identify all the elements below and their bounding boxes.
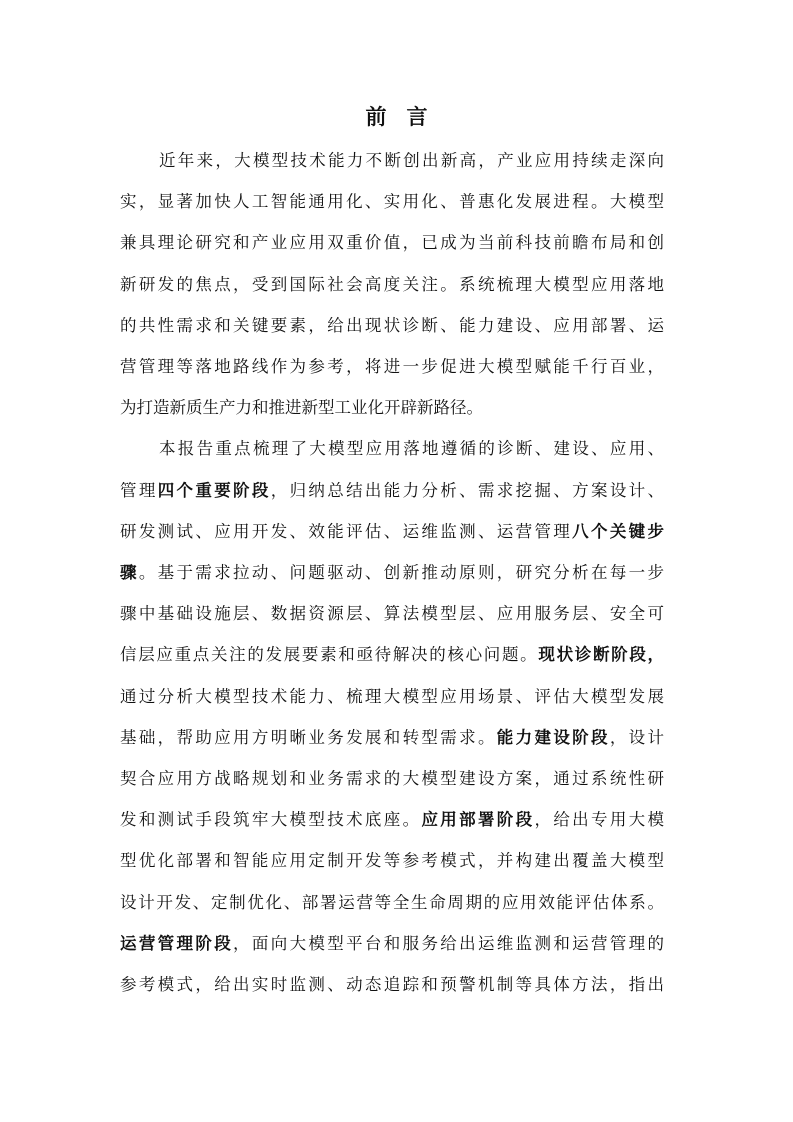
text-run: 信层应重点关注的发展要素和亟待解决的核心问题。 <box>120 645 539 665</box>
text-line <box>159 432 664 466</box>
text-line <box>120 185 664 219</box>
text-line <box>120 844 664 878</box>
text-line <box>120 350 664 384</box>
text-run: 。基于需求拉动、问题驱动、创新推动原则，研究分析在每一步 <box>138 563 665 582</box>
page-title: 前言 <box>365 105 448 129</box>
text-line <box>120 226 664 260</box>
text-line <box>120 474 664 508</box>
text-run: 实，显著加快人工智能通用化、实用化、普惠化发展进程。大模型 <box>120 192 664 212</box>
text-line <box>120 927 664 961</box>
bold-phrase: 能力建设阶段 <box>496 727 610 747</box>
text-line <box>159 144 664 178</box>
text-run: 基础，帮助应用方明晰业务发展和转型需求。 <box>120 727 497 747</box>
bold-phrase: 骤 <box>120 563 139 582</box>
text-line <box>120 803 664 837</box>
text-line <box>120 721 664 755</box>
text-run: 为打造新质生产力和推进新型工业化开辟新路径。 <box>120 398 483 418</box>
bold-phrase: 四个重要阶段 <box>157 480 271 500</box>
text-line <box>120 268 664 302</box>
text-run: ，面向大模型平台和服务给出运维监测和运营管理的 <box>233 933 665 953</box>
text-run: 管理 <box>120 480 158 500</box>
text-run: ，给出专用大模 <box>534 810 665 830</box>
text-run: 兼具理论研究和产业应用双重价值，已成为当前科技前瞻布局和创 <box>120 233 664 253</box>
text-run: 本报告重点梳理了大模型应用落地遵循的诊断、建设、应用、 <box>159 439 664 459</box>
bold-phrase: 应用部署阶段 <box>421 810 535 830</box>
text-run: 参考模式，给出实时监测、动态追踪和预警机制等具体方法，指出 <box>120 975 664 994</box>
text-line <box>120 309 664 343</box>
text-line <box>120 762 664 796</box>
text-line <box>120 597 664 631</box>
text-run: ，归纳总结出能力分析、需求挖掘、方案设计、 <box>270 480 665 500</box>
text-line <box>120 391 664 425</box>
text-line <box>120 515 664 549</box>
text-run: 骤中基础设施层、数据资源层、算法模型层、应用服务层、安全可 <box>120 604 664 624</box>
text-line <box>120 638 664 672</box>
text-run: 近年来，大模型技术能力不断创出新高，产业应用持续走深向 <box>159 151 664 170</box>
bold-phrase: 运营管理阶段 <box>120 933 234 953</box>
text-run: 的共性需求和关键要素，给出现状诊断、能力建设、应用部署、运 <box>120 315 664 335</box>
text-run: 通过分析大模型技术能力、梳理大模型应用场景、评估大模型发展 <box>120 686 664 706</box>
text-line <box>120 556 664 590</box>
text-run: 研发测试、应用开发、效能评估、运维监测、运营管理 <box>120 521 573 541</box>
text-run: 发和测试手段筑牢大模型技术底座。 <box>120 810 422 830</box>
bold-phrase: 现状诊断阶段， <box>538 645 665 665</box>
text-run: 型优化部署和智能应用定制开发等参考模式，并构建出覆盖大模型 <box>120 851 664 871</box>
text-line <box>120 886 664 920</box>
text-line <box>120 968 664 1002</box>
text-run: 新研发的焦点，受到国际社会高度关注。系统梳理大模型应用落地 <box>120 274 664 294</box>
bold-phrase: 八个关键步 <box>572 521 665 541</box>
text-run: 营管理等落地路线作为参考，将进一步促进大模型赋能千行百业， <box>120 357 664 376</box>
text-line <box>120 680 664 714</box>
text-run: ，设计 <box>609 727 665 747</box>
text-run: 契合应用方战略规划和业务需求的大模型建设方案，通过系统性研 <box>120 769 664 788</box>
text-run: 设计开发、定制优化、部署运营等全生命周期的应用效能评估体系。 <box>120 892 664 912</box>
